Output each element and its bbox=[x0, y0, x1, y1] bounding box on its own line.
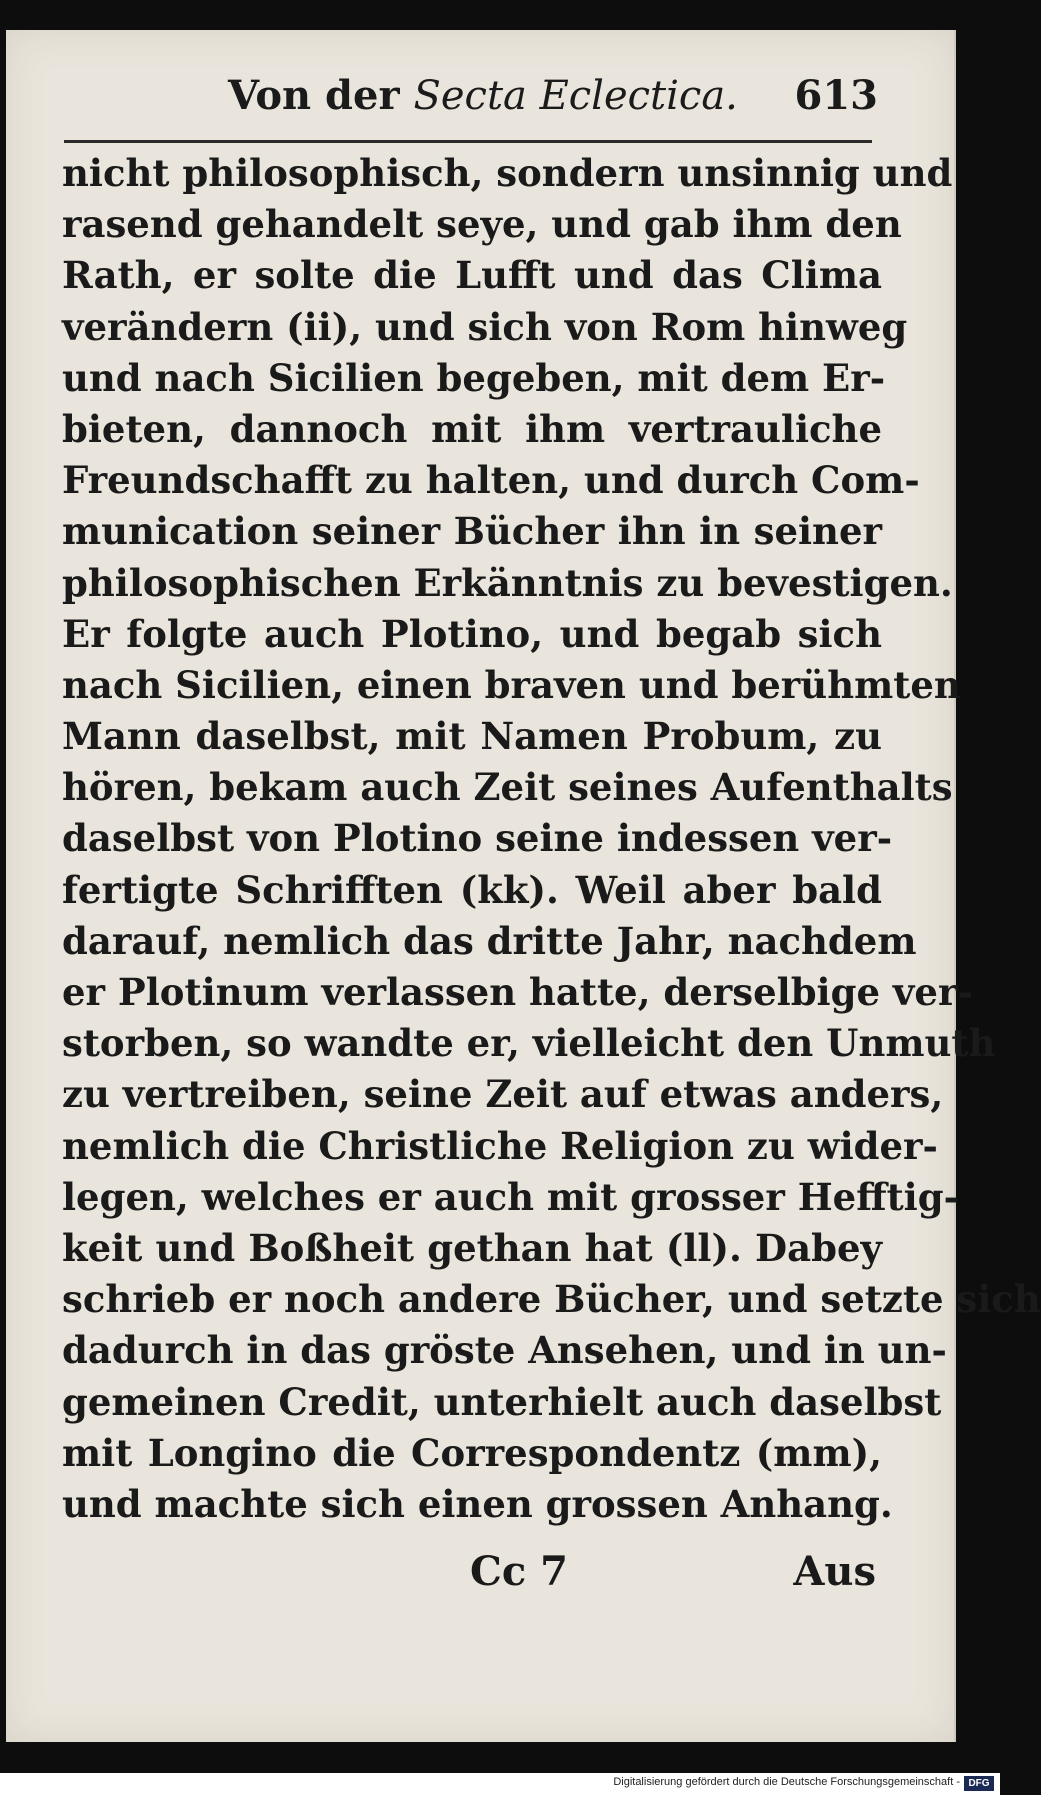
dfg-logo: DFG bbox=[964, 1776, 994, 1791]
running-title bbox=[228, 72, 738, 119]
text-line: dadurch in das gröste Ansehen, und in un- bbox=[62, 1328, 947, 1373]
text-line: gemeinen Credit, unterhielt auch daselbst bbox=[62, 1379, 942, 1424]
text-line: Freundschafft zu halten, und durch Com- bbox=[62, 458, 920, 503]
page-number: 613 bbox=[794, 72, 878, 119]
body-text bbox=[62, 148, 1041, 1530]
text-line: und nach Sicilien begeben, mit dem Er- bbox=[62, 355, 886, 400]
catchword: Aus bbox=[793, 1548, 876, 1595]
text-line: Er folgte auch Plotino, und begab sich bbox=[62, 611, 882, 656]
text-line: er Plotinum verlassen hatte, derselbige ver- bbox=[62, 970, 973, 1014]
text-line: mit Longino die Correspondentz (mm), bbox=[62, 1430, 882, 1475]
text-line: schrieb er noch andere Bücher, und setzte sich bbox=[62, 1277, 1041, 1322]
header-rule bbox=[64, 140, 872, 143]
text-line: nemlich die Christliche Religion zu wider- bbox=[62, 1123, 938, 1168]
text-line: daselbst von Plotino seine indessen ver- bbox=[62, 816, 893, 861]
text-line: nach Sicilien, einen braven und berühmten bbox=[62, 662, 961, 707]
text-line: philosophischen Erkänntnis zu bevestigen. bbox=[62, 560, 953, 605]
text-line: zu vertreiben, seine Zeit auf etwas anders, bbox=[62, 1072, 944, 1117]
text-line: und machte sich einen grossen Anhang. bbox=[62, 1481, 893, 1526]
text-line: Rath, er solte die Lufft und das Clima bbox=[62, 253, 882, 298]
text-line: fertigte Schrifften (kk). Weil aber bald bbox=[62, 867, 882, 912]
text-line: legen, welches er auch mit grosser Hefftig- bbox=[62, 1174, 959, 1219]
text-line: darauf, nemlich das dritte Jahr, nachdem bbox=[62, 918, 917, 963]
text-line: verändern (ii), und sich von Rom hinweg bbox=[62, 304, 908, 349]
text-line: hören, bekam auch Zeit seines Aufenthalts bbox=[62, 765, 953, 810]
text-line: rasend gehandelt seye, und gab ihm den bbox=[62, 202, 902, 247]
text-line: storben, so wandte er, vielleicht den Unmuth bbox=[62, 1021, 996, 1066]
digitization-footer bbox=[0, 1773, 1000, 1795]
text-line: keit und Boßheit gethan hat (ll). Dabey bbox=[62, 1225, 882, 1270]
funding-credit: Digitalisierung gefördert durch die Deutsche Forschungsgemeinschaft - bbox=[613, 1776, 960, 1788]
running-title-roman: Von der bbox=[228, 72, 414, 119]
page-foot bbox=[62, 1548, 882, 1608]
text-line: munication seiner Bücher ihn in seiner bbox=[62, 509, 882, 554]
text-line: nicht philosophisch, sondern unsinnig und bbox=[62, 151, 953, 195]
text-line: bieten, dannoch mit ihm vertrauliche bbox=[62, 406, 882, 451]
signature-mark: Cc 7 bbox=[470, 1548, 568, 1595]
running-title-italic: Secta Eclectica. bbox=[413, 73, 738, 119]
text-line: Mann daselbst, mit Namen Probum, zu bbox=[62, 714, 882, 759]
running-header bbox=[228, 72, 878, 132]
book-page bbox=[6, 30, 1041, 1742]
